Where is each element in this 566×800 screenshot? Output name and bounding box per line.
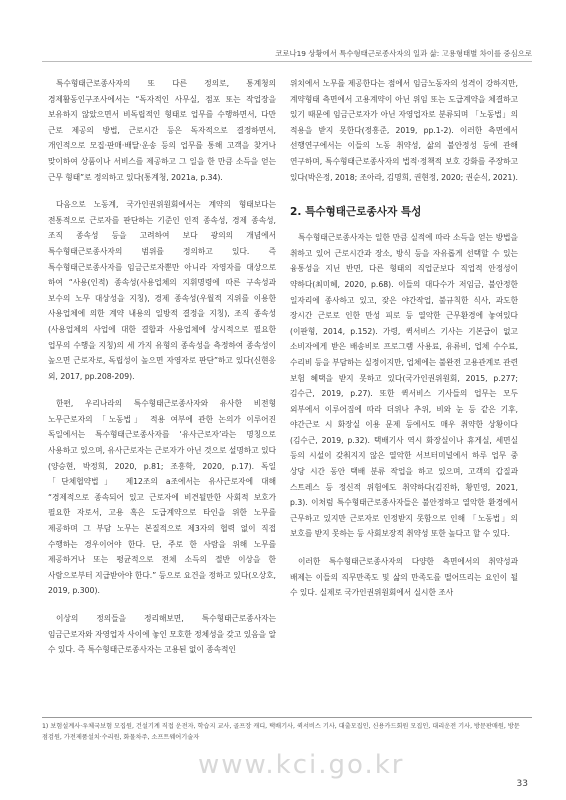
page-number: 33 (516, 779, 528, 789)
paragraph: 특수형태근로종사자는 일한 만큼 실적에 따라 소득을 얻는 방법을 취하고 있어 근로시간과 장소, 방식 등을 자유롭게 선택할 수 있는 융통성을 지닌 반면, 다른 형태의 직업군보다 직업적 안정성이 약하다(최미혜, 2020, p.68). 이들의 대다수가 저임금, 불안정한 일자리에 종사하고 있고, 잦은 야간작업, 불규칙한 식사, 과도한 장시간 근로로 인한 만성 피로 등 열악한 근무환경에 놓여있다(이판형, 2014, p.152). 가령, 퀵서비스 기사는 기본급이 없고 소비자에게 받은 배송비로 프로그램 사용료, 유류비, 업체 수수료, 수리비 등을 부담하는 실정이지만, 업체에는 불완전 고용관계로 관련 보험 혜택을 받지 못하고 있다(국가인권위원회, 2015, p.277; 김수근, 2019, p.27). 또한 퀵서비스 기사들의 업무는 모두 외부에서 이루어짐에 따라 더위나 추위, 비와 눈 등 같은 기후, 야간근로 시 화장실 이용 문제 등에서도 매우 취약한 상황이다(김수근, 2019, p.32). 택배기사 역시 화장실이나 휴게실, 세면실 등의 시설이 갖춰지지 않은 열악한 서브터미널에서 하루 업무 중 상당 시간 동안 택배 분류 작업을 하고 있으며, 고객의 갑질과 스트레스 등 정신적 위험에도 취약하다(김진하, 황민영, 2021, p.3). 이처럼 특수형태근로종사자들은 불안정하고 열악한 환경에서 근무하고 있지만 근로자로 인정받지 못함으로 인해 「노동법」의 보호를 받지 못하는 등 사회보장적 취약성 또한 높다고 할 수 있다. (290, 233, 518, 539)
right-column (290, 76, 518, 613)
watermark: www.kci.go.kr (198, 750, 405, 780)
paragraph: 다음으로 노동계, 국가인권위원회에서는 계약의 형태보다는 전통적으로 근로자를 판단하는 기준인 인적 종속성, 경제 종속성, 조직 종속성 등을 고려하여 보다 광의의 개념에서 특수형태근로종사자의 범위를 정의하고 있다. 즉 특수형태근로종사자를 임금근로자뿐만 아니라 자영자를 대상으로 하여 “사용(인적) 종속성(사용업체의 지휘명령에 따른 구속성과 보수의 노무 대상성을 지칭), 경제 종속성(우월적 지위를 이용한 사용업체에 의한 계약 내용의 일방적 결정을 지칭), 조직 종속성(사용업체의 사업에 대한 결합과 사용업체에 상시적으로 필요한 업무의 수행을 지칭)의 세 가지 유형의 종속성을 측정하여 종속성이 높으면 근로자로, 독립성이 높으면 자영자로 판단”하고 있다(신현응 외, 2017, pp.208-209). (48, 200, 276, 381)
header-rule (42, 61, 532, 62)
paragraph: 특수형태근로종사자의 또 다른 정의로, 통계청의 경제활동인구조사에서는 “독자적인 사무실, 점포 또는 작업장을 보유하지 않았으면서 비독립적인 형태로 업무를 수행하면서, 다만 근로 제공의 방법, 근로시간 등은 독자적으로 결정하면서, 개인적으로 모집·판매·배달·운송 등의 업무를 통해 고객을 찾거나 맞이하여 상품이나 서비스를 제공하고 그 일을 한 만큼 소득을 얻는 근무 형태”로 정의하고 있다(통계청, 2021a, p.34). (48, 79, 276, 182)
paragraph-continuation: 위치에서 노무를 제공한다는 점에서 임금노동자의 성격이 강하지만, 계약형태 측면에서 고용계약이 아닌 위임 또는 도급계약을 체결하고 있기 때문에 임금근로자가 아닌 자영업자로 분류되며 「노동법」의 적용을 받지 못한다(정흥준, 2019, pp.1-2). 이러한 측면에서 선행연구에서는 이들의 노동 취약성, 삶의 불안정성 등에 관해 연구하며, 특수형태근로종사자의 법적·정책적 보호 강화를 주장하고 있다(박은정, 2018; 조아라, 김명희, 권현정, 2020; 권순식, 2021). (290, 79, 518, 182)
footnote: 1) 보험설계사·우체국보험 모집원, 건설기계 직접 운전자, 학습지 교사, 골프장 캐디, 택배기사, 퀵서비스 기사, 대출모집인, 신용카드회원 모집인, 대리운전 기사, 방문판매원, 방문점검원, 가전제품설치·수리원, 화물차주, 소프트웨어기술자 (42, 723, 520, 741)
paragraph: 한편, 우리나라의 특수형태근로종사자와 유사한 비전형 노무근로자의 「노동법」 적용 여부에 관한 논의가 이루어진 독일에서는 특수형태근로종사자를 ‘유사근로자’라는 명칭으로 사용하고 있으며, 유사근로자는 근로자가 아닌 것으로 설명하고 있다(양승현, 박정희, 2020, p.81; 조흥학, 2020, p.17). 독일 「단체협약법」 제12조의 a조에서는 유사근로자에 대해 “경제적으로 종속되어 있고 근로자에 비견될만한 사회적 보호가 필요한 자로서, 고용 혹은 도급계약으로 타인을 위한 노무를 제공하며 그 부담 노무는 본질적으로 제3자의 협력 없이 직접 수행하는 경우이어야 한다. 단, 주로 한 사람을 위해 노무를 제공하거나 또는 평균적으로 전체 소득의 절반 이상을 한 사람으로부터 지급받아야 한다.” 등으로 요건을 정하고 있다(오상호, 2019, p.300). (48, 399, 276, 596)
paragraph: 이상의 정의들을 정리해보면, 특수형태근로종사자는 임금근로자와 자영업자 사이에 놓인 모호한 정체성을 갖고 있음을 알 수 있다. 즉 특수형태근로종사자는 고용된 없이 종속적인 (48, 614, 276, 655)
left-column (48, 76, 276, 670)
section-heading: 2. 특수형태근로종사자 특성 (290, 206, 422, 219)
paragraph: 이러한 특수형태근로종사자의 다양한 측면에서의 취약성과 배제는 이들의 직무만족도 및 삶의 만족도를 떨어뜨리는 요인이 될 수 있다. 실제로 국가인권위원회에서 실시한 조사 (290, 557, 518, 598)
running-header: 코로나19 상황에서 특수형태근로종사자의 일과 삶: 고용형태별 차이를 중심으로 (275, 49, 532, 58)
footnote-rule (42, 717, 532, 718)
